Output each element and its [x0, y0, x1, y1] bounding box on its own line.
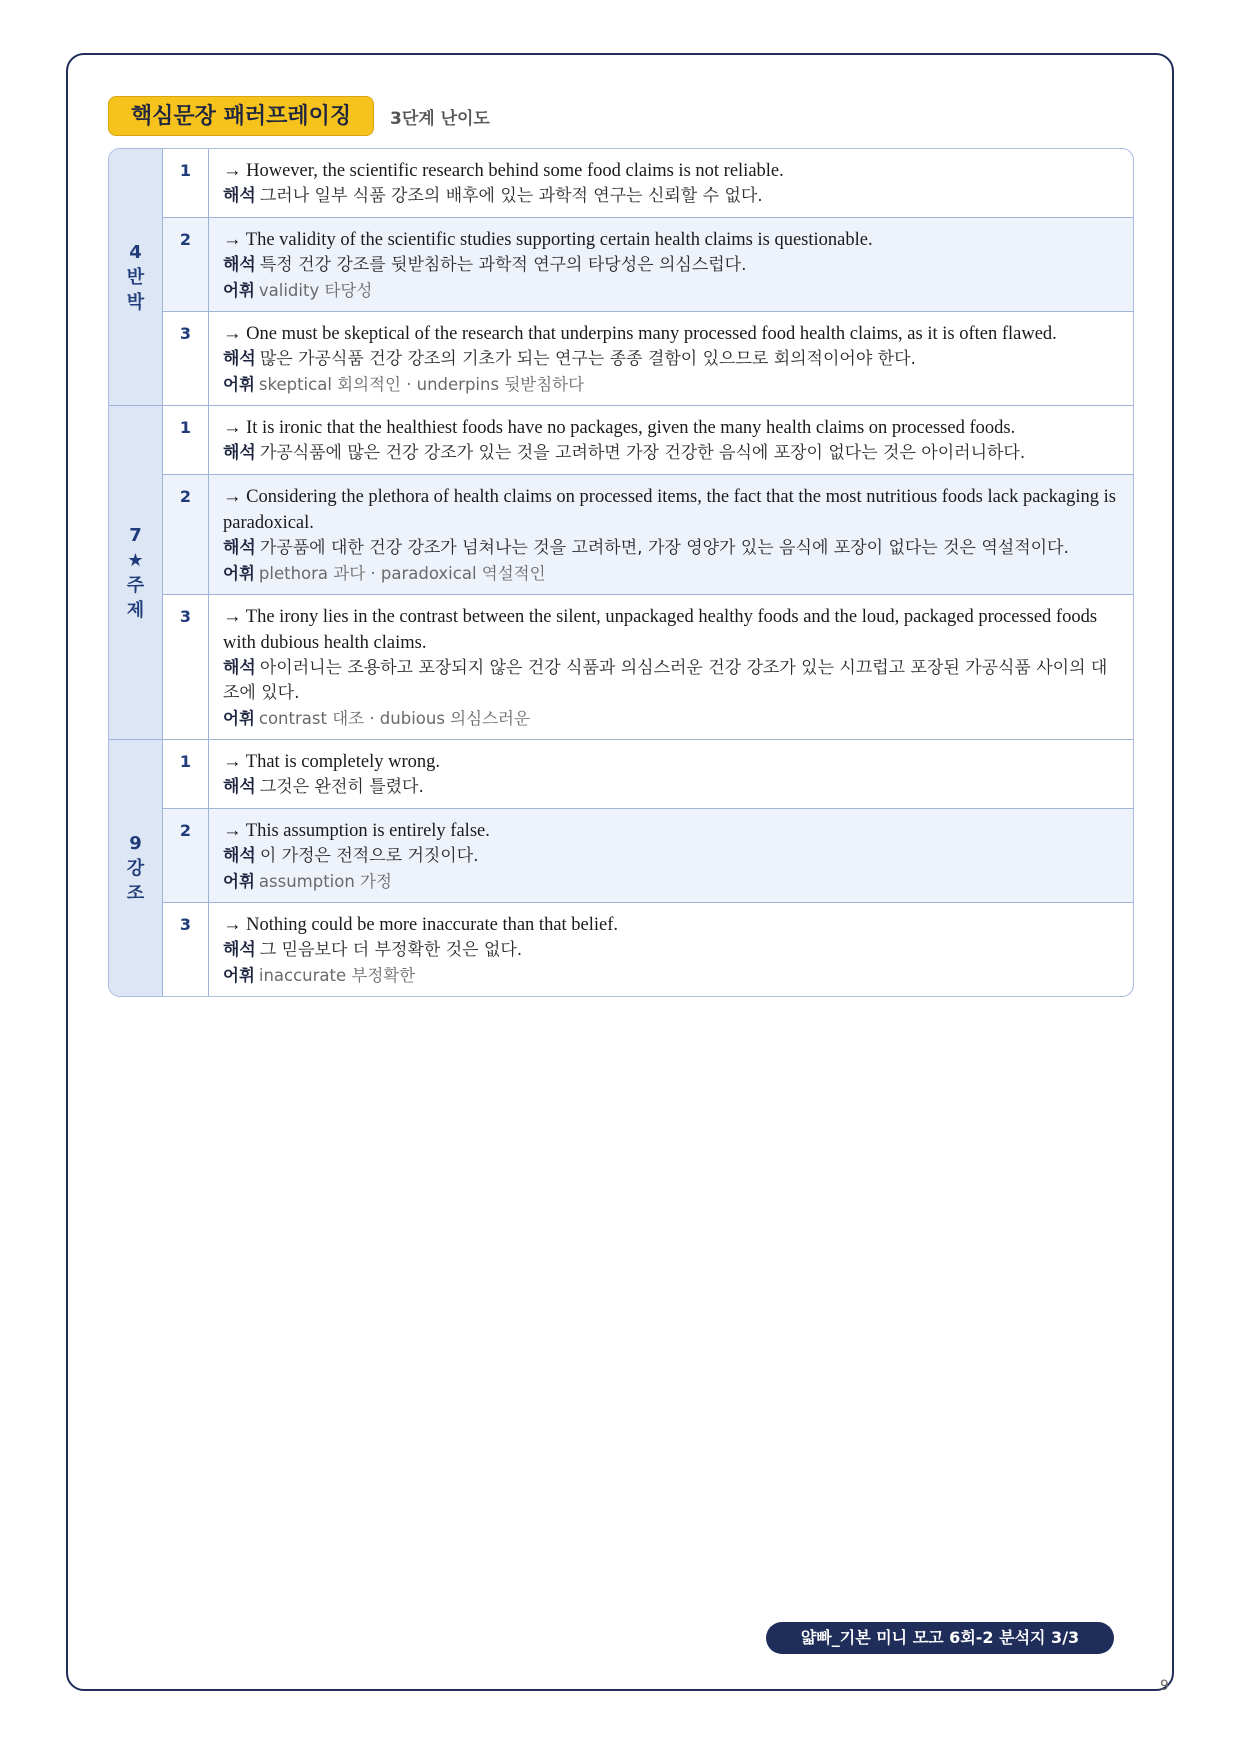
row-content — [209, 149, 1133, 217]
row-content — [209, 406, 1133, 474]
english-sentence: → That is completely wrong. — [223, 752, 440, 772]
page-number: 9 — [1160, 1678, 1169, 1694]
group-label-char: 조 — [126, 882, 145, 904]
group-label — [109, 406, 163, 739]
translation-label: 해석 — [223, 846, 256, 866]
vocab-label: 어휘 — [223, 872, 255, 891]
translation-line — [223, 844, 1119, 869]
vocab-text: contrast 대조 · dubious 의심스러운 — [258, 709, 530, 728]
group-label-char: 박 — [126, 291, 145, 313]
difficulty-subtitle: 3단계 난이도 — [390, 108, 490, 129]
english-sentence: → It is ironic that the healthiest foods have no packages, given the many health claims on processed foods. — [223, 418, 1016, 438]
vocab-line — [223, 561, 1119, 586]
table-row — [163, 406, 1133, 474]
table-row — [163, 808, 1133, 902]
translation-text: 특정 건강 강조를 뒷받침하는 과학적 연구의 타당성은 의심스럽다. — [259, 255, 747, 275]
translation-line — [223, 347, 1119, 372]
table-row — [163, 902, 1133, 996]
vocab-text: plethora 과다 · paradoxical 역설적인 — [258, 564, 546, 583]
footer-badge: 얇빠_기본 미니 모고 6회-2 분석지 3/3 — [766, 1622, 1114, 1654]
group-label — [109, 740, 163, 996]
vocab-label: 어휘 — [223, 281, 255, 300]
translation-label: 해석 — [223, 186, 256, 206]
row-number: 2 — [163, 809, 209, 902]
translation-text: 그 믿음보다 더 부정확한 것은 없다. — [259, 940, 523, 960]
vocab-text: inaccurate 부정확한 — [258, 966, 416, 985]
row-number: 1 — [163, 740, 209, 808]
english-sentence: → The validity of the scientific studies supporting certain health claims is questionable. — [223, 230, 873, 250]
section-title-badge: 핵심문장 패러프레이징 — [108, 96, 374, 136]
paraphrase-table — [108, 148, 1134, 997]
group-label-char: 반 — [126, 266, 145, 288]
translation-label: 해석 — [223, 255, 256, 275]
translation-label: 해석 — [223, 940, 256, 960]
section-header — [108, 96, 490, 136]
english-sentence: → This assumption is entirely false. — [223, 821, 490, 841]
translation-label: 해석 — [223, 658, 256, 678]
row-content — [209, 595, 1133, 739]
table-group — [109, 405, 1133, 739]
table-row — [163, 217, 1133, 311]
vocab-label: 어휘 — [223, 966, 255, 985]
row-content — [209, 740, 1133, 808]
translation-text: 가공품에 대한 건강 강조가 넘쳐나는 것을 고려하면, 가장 영양가 있는 음식에 포장이 없다는 것은 역설적이다. — [259, 538, 1069, 558]
translation-line — [223, 536, 1119, 561]
vocab-line — [223, 869, 1119, 894]
vocab-line — [223, 706, 1119, 731]
translation-text: 그러나 일부 식품 강조의 배후에 있는 과학적 연구는 신뢰할 수 없다. — [259, 186, 763, 206]
translation-line — [223, 253, 1119, 278]
translation-line — [223, 656, 1119, 706]
vocab-line — [223, 372, 1119, 397]
group-label-char: 9 — [129, 832, 142, 854]
translation-line — [223, 184, 1119, 209]
vocab-text: validity 타당성 — [258, 281, 373, 300]
group-label-char: 7 — [129, 524, 142, 546]
table-row — [163, 149, 1133, 217]
translation-line — [223, 938, 1119, 963]
table-row — [163, 594, 1133, 739]
translation-text: 많은 가공식품 건강 강조의 기초가 되는 연구는 종종 결함이 있으므로 회의적이어야 한다. — [259, 349, 916, 369]
table-group — [109, 739, 1133, 996]
english-sentence: → However, the scientific research behind some food claims is not reliable. — [223, 161, 784, 181]
row-content — [209, 475, 1133, 594]
vocab-label: 어휘 — [223, 709, 255, 728]
group-label — [109, 149, 163, 405]
row-content — [209, 903, 1133, 996]
translation-text: 이 가정은 전적으로 거짓이다. — [259, 846, 479, 866]
vocab-text: assumption 가정 — [258, 872, 392, 891]
row-content — [209, 809, 1133, 902]
group-label-char: 주 — [126, 574, 145, 596]
table-group — [109, 149, 1133, 405]
row-number: 2 — [163, 218, 209, 311]
english-sentence: → Nothing could be more inaccurate than that belief. — [223, 915, 619, 935]
row-number: 1 — [163, 149, 209, 217]
english-sentence: → Considering the plethora of health claims on processed items, the fact that the most nutritious foods lack packaging is paradoxical. — [223, 487, 1116, 533]
vocab-label: 어휘 — [223, 564, 255, 583]
group-label-char: 4 — [129, 241, 142, 263]
vocab-line — [223, 963, 1119, 988]
translation-text: 가공식품에 많은 건강 강조가 있는 것을 고려하면 가장 건강한 음식에 포장이 없다는 것은 아이러니하다. — [259, 443, 1026, 463]
translation-label: 해석 — [223, 538, 256, 558]
table-row — [163, 311, 1133, 405]
row-number: 3 — [163, 312, 209, 405]
vocab-text: skeptical 회의적인 · underpins 뒷받침하다 — [258, 375, 585, 394]
vocab-label: 어휘 — [223, 375, 255, 394]
translation-line — [223, 775, 1119, 800]
translation-text: 아이러니는 조용하고 포장되지 않은 건강 식품과 의심스러운 건강 강조가 있는 시끄럽고 포장된 가공식품 사이의 대조에 있다. — [223, 658, 1108, 703]
english-sentence: → One must be skeptical of the research that underpins many processed food health claims, as it is often flawed. — [223, 324, 1057, 344]
row-number: 1 — [163, 406, 209, 474]
vocab-line — [223, 278, 1119, 303]
row-number: 2 — [163, 475, 209, 594]
translation-text: 그것은 완전히 틀렸다. — [259, 777, 424, 797]
translation-label: 해석 — [223, 777, 256, 797]
translation-line — [223, 441, 1119, 466]
translation-label: 해석 — [223, 443, 256, 463]
row-number: 3 — [163, 595, 209, 739]
group-label-char: 강 — [126, 857, 145, 879]
english-sentence: → The irony lies in the contrast between the silent, unpackaged healthy foods and the loud, packaged processed foods with dubious health claims. — [223, 607, 1098, 653]
translation-label: 해석 — [223, 349, 256, 369]
table-row — [163, 740, 1133, 808]
row-number: 3 — [163, 903, 209, 996]
group-label-char: ★ — [127, 549, 144, 571]
row-content — [209, 312, 1133, 405]
row-content — [209, 218, 1133, 311]
group-label-char: 제 — [126, 599, 145, 621]
table-row — [163, 474, 1133, 594]
